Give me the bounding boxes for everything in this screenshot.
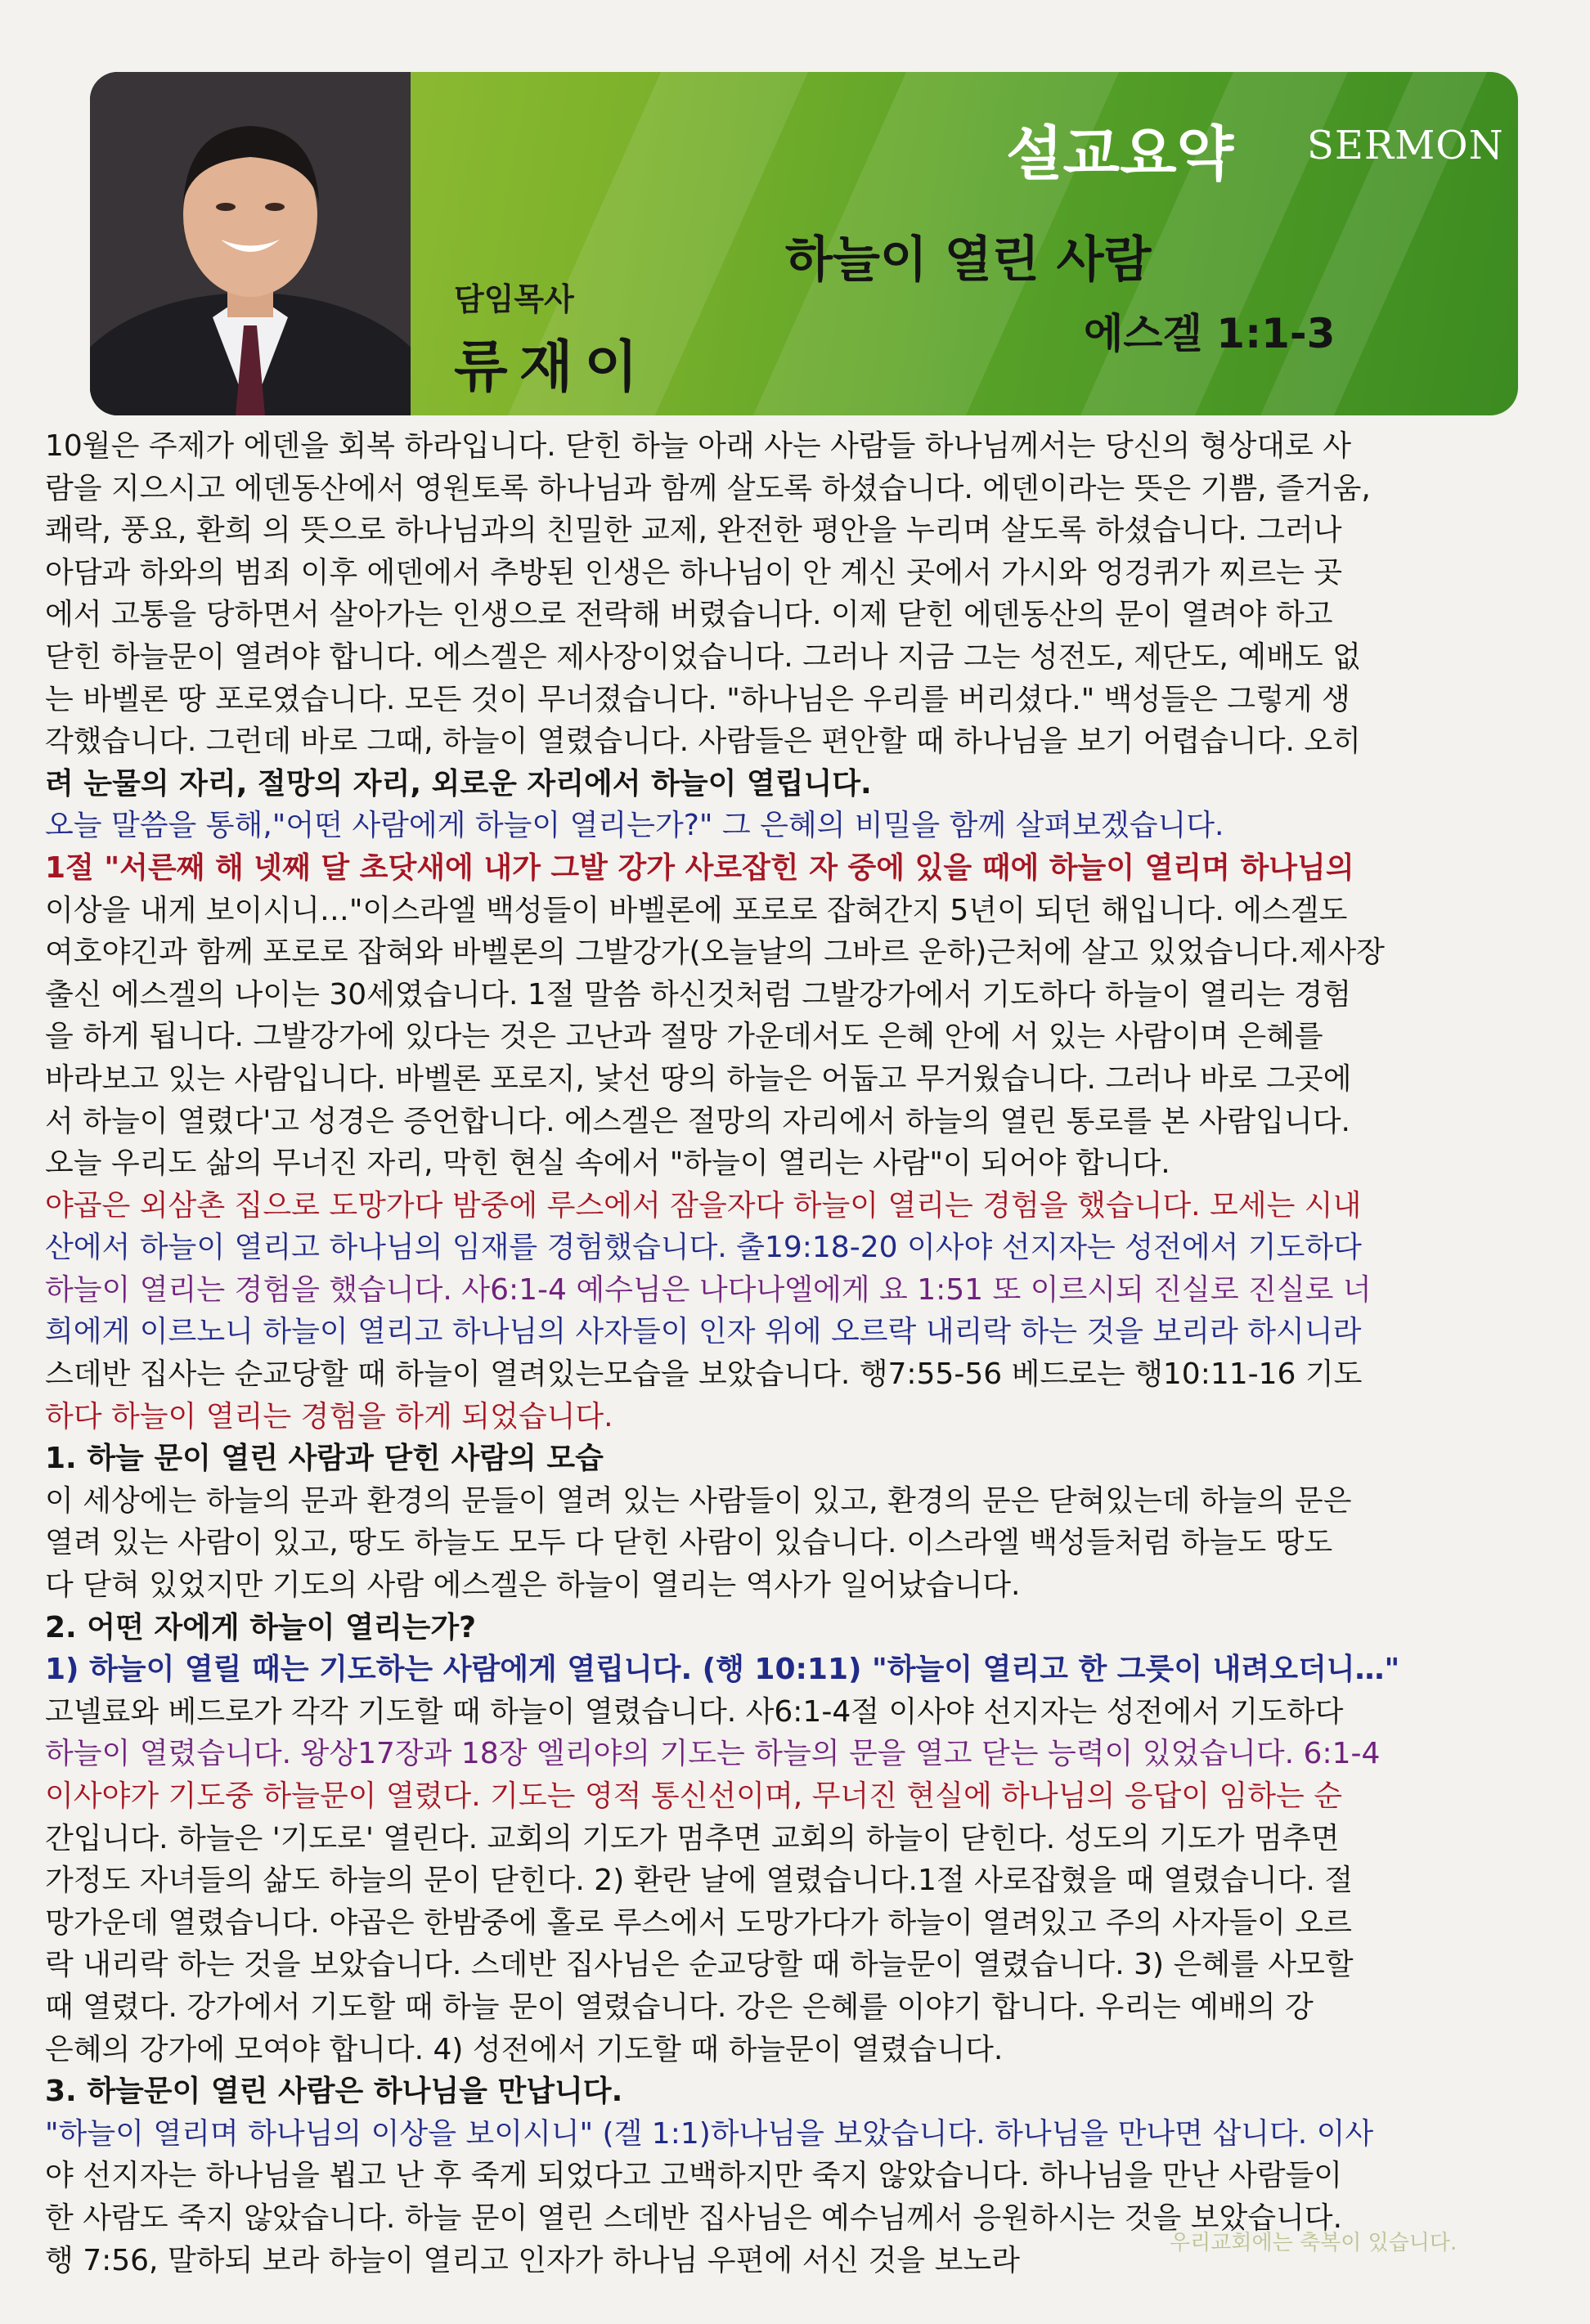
text-line: 아담과 하와의 범죄 이후 에덴에서 추방된 인생은 하나님이 안 계신 곳에서 가시와 엉겅퀴가 찌르는 곳 [45,555,1343,590]
text-line: 간입니다. 하늘은 '기도로' 열린다. 교회의 기도가 멈추면 교회의 하늘이 닫힌다. 성도의 기도가 멈추면 [45,1821,1340,1855]
text-line: 망가운데 열렸습니다. 야곱은 한밤중에 홀로 루스에서 도망가다가 하늘이 열려있고 주의 사자들이 오르 [45,1905,1352,1940]
text-line: 희에게 이르노니 하늘이 열리고 하나님의 사자들이 인자 위에 오르락 내리락 하는 것을 보리라 하시니라 [45,1315,1362,1349]
text-line [45,2281,1542,2324]
text-line: 는 바벨론 땅 포로였습니다. 모든 것이 무너졌습니다. "하나님은 우리를 버리셨다." 백성들은 그렇게 생 [45,682,1350,716]
text-line: 하다 하늘이 열리는 경험을 하게 되었습니다. [45,1399,613,1433]
text-line: 이상을 내게 보이시니…"이스라엘 백성들이 바벨론에 포로로 잡혀간지 5년이 되던 해입니다. 에스겔도 [45,893,1348,927]
text-line: 야 선지자는 하나님을 뵙고 난 후 죽게 되었다고 고백하지만 죽지 않았습니다. 하나님을 만난 사람들이 [45,2159,1343,2193]
text-line: 람을 지으시고 에덴동산에서 영원토록 하나님과 함께 살도록 하셨습니다. 에덴이라는 뜻은 기쁨, 즐거움, [45,471,1371,505]
section-heading: 3. 하늘문이 열린 사람은 하나님을 만납니다. [45,2075,623,2109]
text-line: 행 7:56, 말하되 보라 하늘이 열리고 인자가 하나님 우편에 서신 것을 보노라 [45,2243,1020,2277]
text-line: 한 사람도 죽지 않았습니다. 하늘 문이 열린 스데반 집사님은 예수님께서 응원하시는 것을 보았습니다. [45,2201,1343,2235]
text-line: 쾌락, 풍요, 환희 의 뜻으로 하나님과의 친밀한 교제, 완전한 평안을 누리며 살도록 하셨습니다. 그러나 [45,514,1342,548]
text-line: 닫힌 하늘문이 열려야 합니다. 에스겔은 제사장이었습니다. 그러나 지금 그는 성전도, 제단도, 예배도 없 [45,639,1361,674]
sermon-title: 하늘이 열린 사람 [785,231,1152,289]
text-line: 스데반 집사는 순교당할 때 하늘이 열려있는모습을 보았습니다. 행7:55-56 베드로는 행10:11-16 기도 [45,1357,1363,1392]
text-line: 고넬료와 베드로가 각각 기도할 때 하늘이 열렸습니다. 사6:1-4절 이사야 선지자는 성전에서 기도하다 [45,1694,1344,1729]
text-line: 이사야가 기도중 하늘문이 열렸다. 기도는 영적 통신선이며, 무너진 현실에 하나님의 응답이 임하는 순 [45,1779,1343,1813]
text-line: 열려 있는 사람이 있고, 땅도 하늘도 모두 다 닫힌 사람이 있습니다. 이스라엘 백성들처럼 하늘도 땅도 [45,1526,1333,1560]
sermon-summary-body [45,425,1542,2324]
pastor-name: 류재이 [454,335,650,400]
pastor-photo [90,72,411,415]
text-line: 1절 "서른째 해 넷째 달 초닷새에 내가 그발 강가 사로잡힌 자 중에 있을 때에 하늘이 열리며 하나님의 [45,850,1354,885]
text-line: 락 내리락 하는 것을 보았습니다. 스데반 집사님은 순교당할 때 하늘문이 열렸습니다. 3) 은혜를 사모할 [45,1948,1354,1982]
text-line: 서 하늘이 열렸다'고 성경은 증언합니다. 에스겔은 절망의 자리에서 하늘의 열린 통로를 본 사람입니다. [45,1104,1350,1138]
text-line: 에서 고통을 당하면서 살아가는 인생으로 전락해 버렸습니다. 이제 닫힌 에덴동산의 문이 열려야 하고 [45,598,1333,632]
pastor-portrait-image [90,72,411,415]
section-heading: 1. 하늘 문이 열린 사람과 닫힌 사람의 모습 [45,1442,604,1476]
pastor-role-label: 담임목사 [454,281,574,317]
scripture-reference: 에스겔 1:1-3 [1084,310,1336,357]
text-line: 은혜의 강가에 모여야 합니다. 4) 성전에서 기도할 때 하늘문이 열렸습니다. [45,2032,1004,2066]
text-line: 오늘 말씀을 통해,"어떤 사람에게 하늘이 열리는가?" 그 은혜의 비밀을 함께 살펴보겠습니다. [45,809,1224,843]
text-line: 10월은 주제가 에덴을 회복 하라입니다. 닫힌 하늘 아래 사는 사람들 하나님께서는 당신의 형상대로 사 [45,429,1352,463]
text-line: 려 눈물의 자리, 절망의 자리, 외로운 자리에서 하늘이 열립니다. [45,766,872,801]
faint-footer-note: 우리교회에는 축복이 있습니다. [1170,2231,1458,2255]
text-line: 출신 에스겔의 나이는 30세였습니다. 1절 말씀 하신것처럼 그발강가에서 기도하다 하늘이 열리는 경험 [45,977,1352,1012]
section-heading: 2. 어떤 자에게 하늘이 열리는가? [45,1610,477,1644]
text-line: 때 열렸다. 강가에서 기도할 때 하늘 문이 열렸습니다. 강은 은혜를 이야기 합니다. 우리는 예배의 강 [45,1990,1314,2024]
subsection-heading: 1) 하늘이 열릴 때는 기도하는 사람에게 열립니다. (행 10:11) "하늘이 열리고 한 그릇이 내려오더니…" [45,1653,1400,1687]
text-line: 을 하게 됩니다. 그발강가에 있다는 것은 고난과 절망 가운데서도 은혜 안에 서 있는 사람이며 은혜를 [45,1020,1323,1054]
text-line: 가정도 자녀들의 삶도 하늘의 문이 닫힌다. 2) 환란 날에 열렸습니다.1절 사로잡혔을 때 열렸습니다. 절 [45,1864,1354,1898]
text-line: 각했습니다. 그런데 바로 그때, 하늘이 열렸습니다. 사람들은 편안할 때 하나님을 보기 어렵습니다. 오히 [45,725,1361,759]
section-title: 설교요약 [1006,119,1234,188]
text-line: 하늘이 열렸습니다. 왕상17장과 18장 엘리야의 기도는 하늘의 문을 열고 닫는 능력이 있었습니다. 6:1-4 [45,1737,1381,1771]
text-line: 바라보고 있는 사람입니다. 바벨론 포로지, 낯선 땅의 하늘은 어둡고 무거웠습니다. 그러나 바로 그곳에 [45,1061,1352,1096]
text-line: 오늘 우리도 삶의 무너진 자리, 막힌 현실 속에서 "하늘이 열리는 사람"이 되어야 합니다. [45,1146,1170,1181]
text-line: "하늘이 열리며 하나님의 이상을 보이시니" (겔 1:1)하나님을 보았습니다. 하나님을 만나면 삽니다. 이사 [45,2116,1374,2151]
text-line: 야곱은 외삼촌 집으로 도망가다 밤중에 루스에서 잠을자다 하늘이 열리는 경험을 했습니다. 모세는 시내 [45,1188,1362,1223]
text-line: 여호야긴과 함께 포로로 잡혀와 바벨론의 그발강가(오늘날의 그바르 운하)근처에 살고 있었습니다.제사장 [45,935,1385,970]
text-line: 이 세상에는 하늘의 문과 환경의 문들이 열려 있는 사람들이 있고, 환경의 문은 닫혀있는데 하늘의 문은 [45,1483,1352,1518]
section-title-english: SERMON [1307,123,1504,168]
text-line: 하늘이 열리는 경험을 했습니다. 사6:1-4 예수님은 나다나엘에게 요 1:51 또 이르시되 진실로 진실로 너 [45,1272,1372,1307]
text-line: 산에서 하늘이 열리고 하나님의 임재를 경험했습니다. 출19:18-20 이사야 선지자는 성전에서 기도하다 [45,1231,1362,1265]
text-line: 다 닫혀 있었지만 기도의 사람 에스겔은 하늘이 열리는 역사가 일어났습니다. [45,1568,1021,1603]
